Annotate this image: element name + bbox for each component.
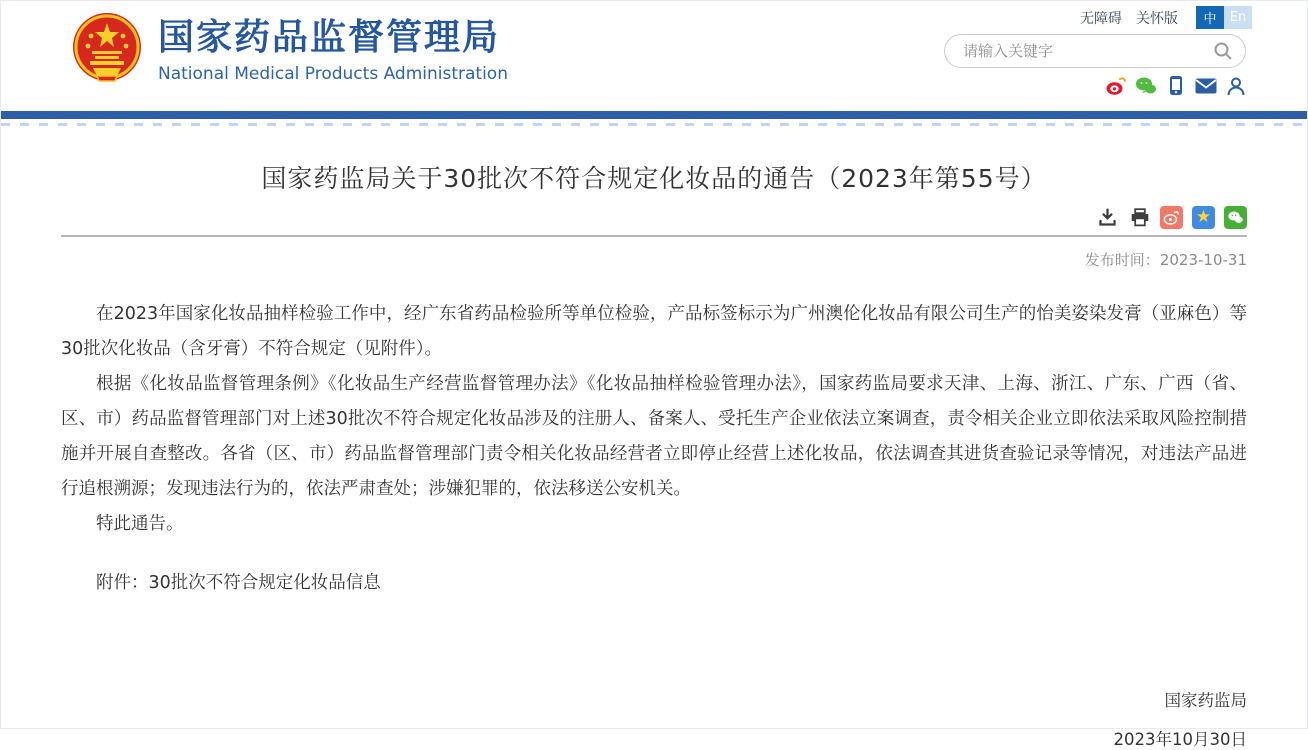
download-icon[interactable] (1096, 206, 1119, 229)
signature-block (61, 687, 1247, 750)
mobile-icon[interactable] (1165, 75, 1186, 96)
article (1, 159, 1307, 750)
paragraph-2: 根据《化妆品监督管理条例》《化妆品生产经营监督管理办法》《化妆品抽样检验管理办法》，国家药监局要求天津、上海、浙江、广东、广西（省、区、市）药品监督管理部门对上述30批次不符合规定化妆品涉及的注册人、备案人、受托生产企业依法立案调查，责令相关企业立即依法采取风险控制措施并开展自查整改。各省（区、市）药品监督管理部门责令相关化妆品经营者立即停止经营上述化妆品，依法调查其进货查验记录等情况，对违法产品进行追根溯源；发现违法行为的，依法严肃查处；涉嫌犯罪的，依法移送公安机关。 (61, 374, 1247, 499)
qzone-star-glyph: ★ (1195, 207, 1212, 227)
site-subtitle: National Medical Products Administration (158, 64, 508, 84)
header-divider-bar (1, 111, 1307, 119)
language-toggle (1196, 6, 1252, 29)
signature-date: 2023年10月30日 (1113, 730, 1247, 749)
share-wechat-icon[interactable] (1224, 206, 1247, 229)
care-mode-link[interactable]: 关怀版 (1136, 10, 1178, 27)
share-qzone-icon[interactable] (1192, 206, 1215, 229)
search-box (944, 34, 1246, 68)
paragraph-1: 在2023年国家化妆品抽样检验工作中，经广东省药品检验所等单位检验，产品标签标示为广州澳伦化妆品有限公司生产的怡美姿染发膏（亚麻色）等30批次化妆品（含牙膏）不符合规定（见附件）。 (61, 304, 1247, 359)
header-dashed-line (1, 123, 1307, 126)
user-icon[interactable] (1225, 75, 1246, 96)
social-links (1105, 75, 1246, 96)
attachment-line (61, 569, 1247, 594)
mail-icon[interactable] (1195, 75, 1216, 96)
article-body (61, 297, 1247, 542)
utility-bar (1080, 6, 1252, 29)
site-title: 国家药品监督管理局 (158, 17, 501, 58)
site-brand[interactable] (71, 9, 508, 84)
publish-label: 发布时间： (1084, 251, 1160, 269)
article-toolbar (61, 206, 1247, 229)
search-icon[interactable] (1213, 41, 1233, 61)
attachment-link[interactable]: 30批次不符合规定化妆品信息 (148, 573, 381, 593)
accessibility-link[interactable]: 无障碍 (1080, 10, 1122, 27)
signature: 国家药监局 (1164, 691, 1247, 710)
lang-en-button[interactable]: En (1224, 6, 1252, 29)
print-icon[interactable] (1128, 206, 1151, 229)
share-weibo-icon[interactable] (1160, 206, 1183, 229)
lang-zh-button[interactable]: 中 (1196, 6, 1224, 29)
weibo-icon[interactable] (1105, 75, 1126, 96)
attachment-label: 附件： (96, 573, 149, 593)
national-emblem-logo (71, 10, 143, 84)
search-input[interactable] (963, 42, 1213, 60)
wechat-icon[interactable] (1135, 75, 1156, 96)
title-divider (61, 235, 1247, 237)
paragraph-3: 特此通告。 (96, 514, 184, 534)
site-name (158, 9, 508, 84)
publish-date: 2023-10-31 (1159, 251, 1247, 269)
site-header (1, 1, 1307, 111)
article-title: 国家药监局关于30批次不符合规定化妆品的通告（2023年第55号） (261, 164, 1047, 193)
publish-time (61, 249, 1247, 270)
